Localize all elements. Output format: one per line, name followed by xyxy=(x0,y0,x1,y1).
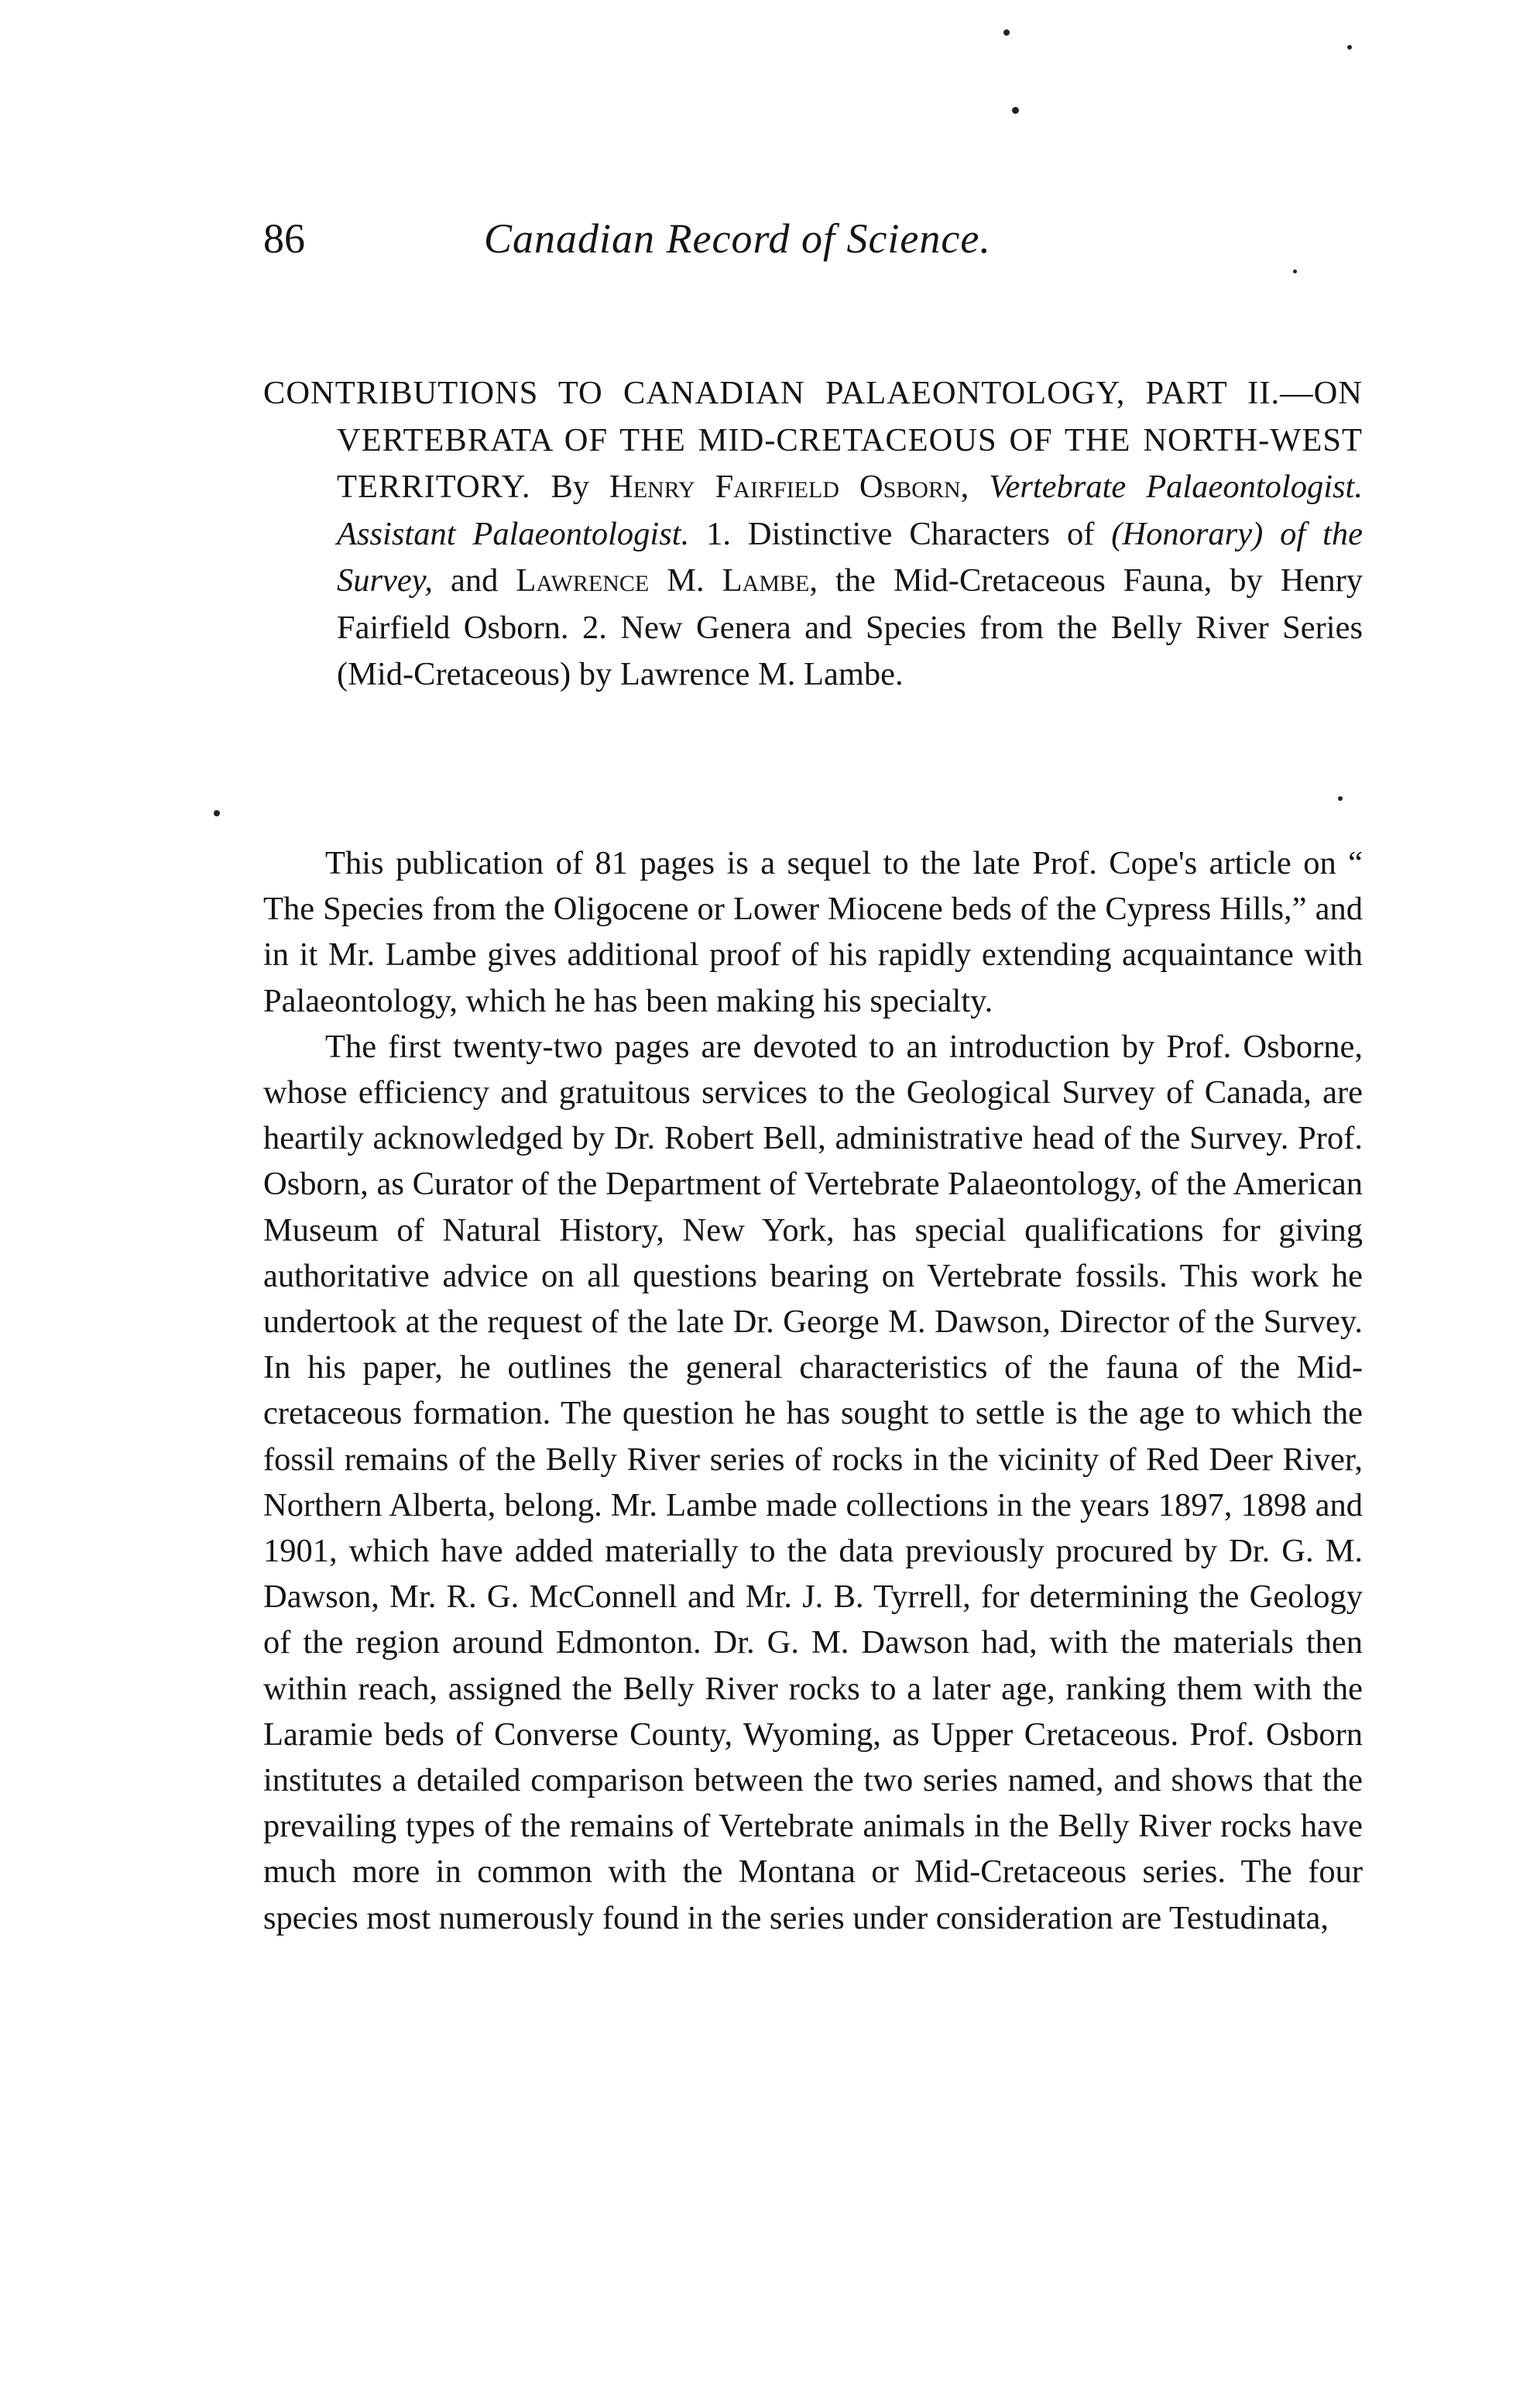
part-two: 2. New Genera and Species from the Belly River Series (Mid-Cretaceous) by Lawrence M. Lambe. xyxy=(337,609,1363,692)
author-osborn-role: Vertebrate Palaeontologist. Assistant Palaeontologist. xyxy=(337,469,1363,552)
part-one-rest: the Mid-Cretaceous Fauna, by Henry Fairfield Osborn. xyxy=(337,562,1363,646)
scan-speck xyxy=(1003,29,1010,36)
scan-speck xyxy=(1338,796,1343,801)
scan-speck xyxy=(1347,45,1352,50)
paragraph-2: The first twenty-two pages are devoted to an introduction by Prof. Osborne, whose efficiency and gratuitous services to the Geological Survey of Canada, are heartily acknowledged by Dr. Robert Bell, administrative head of the Survey. Prof. Osborn, as Curator of the Department of Vertebrate Palaeontology, of the American Museum of Natural History, New York, has special qualifications for giving authoritative advice on all questions bearing on Vertebrate fossils. This work he undertook at the request of the late Dr. George M. Dawson, Director of the Survey. In his paper, he outlines the general characteristics of the fauna of the Mid-cretaceous formation. The question he has sought to settle is the age to which the fossil remains of the Belly River series of rocks in the vicinity of Red Deer River, Northern Alberta, belong. Mr. Lambe made collections in the years 1897, 1898 and 1901, which have added materially to the data previously procured by Dr. G. M. Dawson, Mr. R. G. McConnell and Mr. J. B. Tyrrell, for determining the Geology of the region around Edmonton. Dr. G. M. Dawson had, with the materials then within reach, assigned the Belly River rocks to a later age, ranking them with the Laramie beds of Converse County, Wyoming, as Upper Cretaceous. Prof. Osborn institutes a detailed comparison between the two series named, and shows that the prevailing types of the remains of Vertebrate animals in the Belly River rocks have much more in common with the Montana or Mid-Cretaceous series. The four species most numerously found in the series under consideration are Testudinata, xyxy=(263,1028,1363,1936)
journal-title: Canadian Record of Science. xyxy=(484,215,991,262)
author-osborn: Henry Fairfield Osborn, xyxy=(609,469,969,505)
entry-title: CONTRIBUTIONS TO CANADIAN PALAEONTOLOGY, PART II.—ON VERTEBRATA OF THE MID-CRETACEOUS OF THE NORTH-WEST TERRITORY. xyxy=(263,375,1363,505)
scan-speck xyxy=(214,810,220,816)
scan-speck xyxy=(1293,270,1297,273)
page-number: 86 xyxy=(263,215,305,262)
running-head xyxy=(263,208,1363,270)
review-body xyxy=(263,840,1363,1941)
entry-heading xyxy=(263,370,1363,699)
entry-and: and xyxy=(450,562,499,599)
scan-speck xyxy=(1012,107,1019,114)
author-lambe: Lawrence M. Lambe, xyxy=(516,562,818,599)
part-one-label: 1. Distinctive Characters of xyxy=(706,515,1095,552)
paragraph-1: This publication of 81 pages is a sequel to the late Prof. Cope's article on “ The Species from the Oligocene or Lower Miocene beds of the Cypress Hills,” and in it Mr. Lambe gives additional proof of his rapidly extending acquaintance with Palaeontology, which he has been making his specialty. xyxy=(263,845,1363,1019)
entry-by: By xyxy=(551,469,590,505)
author-lambe-role: (Honorary) of the Survey, xyxy=(337,515,1363,599)
